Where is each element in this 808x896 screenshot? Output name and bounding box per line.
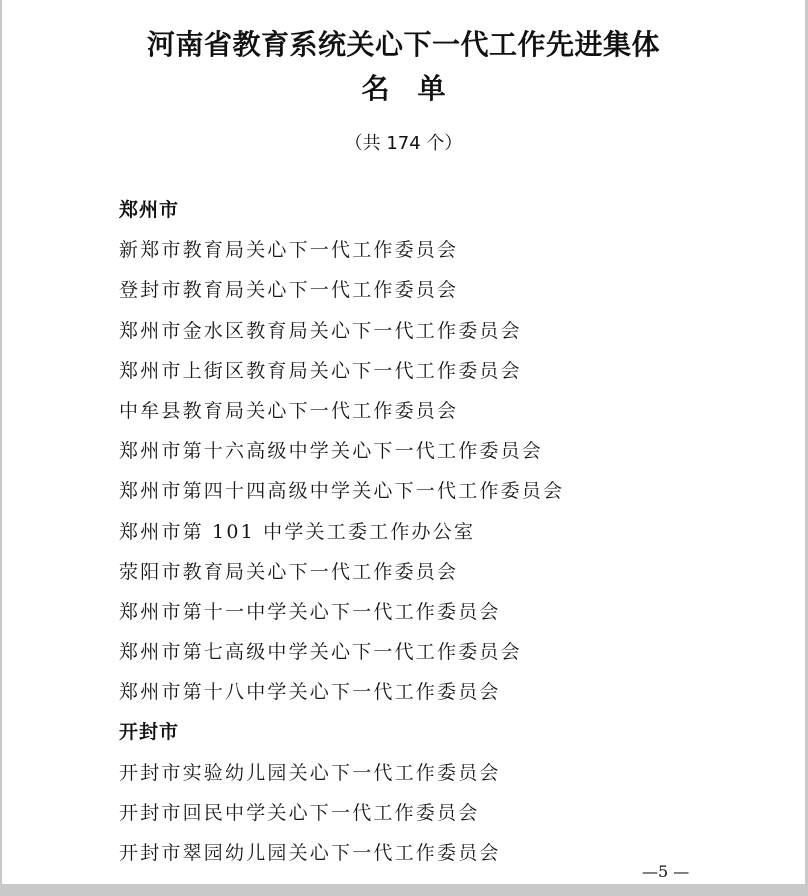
page-number: —5 — — [642, 862, 690, 881]
list-item: 新郑市教育局关心下一代工作委员会 — [119, 239, 459, 262]
document-title: 河南省教育系统关心下一代工作先进集体 — [146, 28, 660, 61]
list-item: 登封市教育局关心下一代工作委员会 — [119, 279, 459, 302]
list-item: 郑州市第十六高级中学关心下一代工作委员会 — [119, 440, 544, 463]
list-item: 郑州市第七高级中学关心下一代工作委员会 — [119, 641, 522, 664]
document-subtitle: 名单 — [361, 72, 474, 105]
name-list — [119, 190, 769, 873]
list-item: 郑州市金水区教育局关心下一代工作委员会 — [119, 319, 522, 342]
count-note: （共 174 个） — [344, 133, 463, 154]
list-item: 郑州市上街区教育局关心下一代工作委员会 — [119, 359, 522, 382]
list-item: 郑州市第 101 中学关工委工作办公室 — [119, 520, 476, 543]
section-heading-kaifeng: 开封市 — [119, 721, 180, 744]
list-item: 郑州市第十一中学关心下一代工作委员会 — [119, 600, 501, 623]
list-item: 开封市翠园幼儿园关心下一代工作委员会 — [119, 842, 501, 864]
section-heading-zhengzhou: 郑州市 — [119, 199, 180, 221]
list-item: 开封市实验幼儿园关心下一代工作委员会 — [119, 761, 501, 784]
list-item: 荥阳市教育局关心下一代工作委员会 — [119, 560, 459, 583]
list-item: 郑州市第四十四高级中学关心下一代工作委员会 — [119, 480, 565, 503]
document-page — [2, 0, 805, 884]
list-item: 郑州市第十八中学关心下一代工作委员会 — [119, 681, 501, 704]
list-item: 开封市回民中学关心下一代工作委员会 — [119, 801, 480, 824]
list-item: 中牟县教育局关心下一代工作委员会 — [119, 399, 459, 422]
